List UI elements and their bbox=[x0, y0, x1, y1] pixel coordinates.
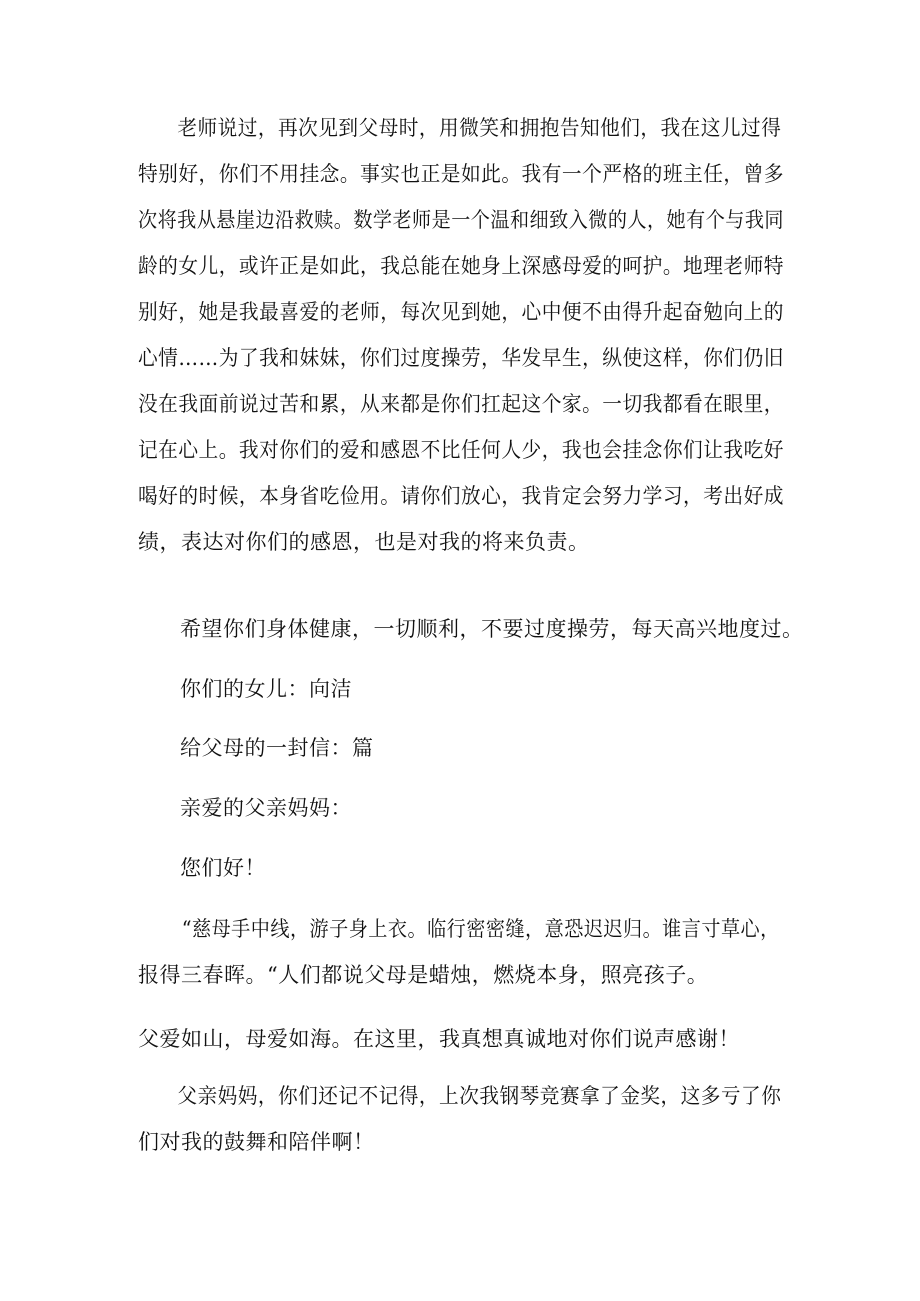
text-line: 心情……为了我和妹妹，你们过度操劳，华发早生，纵使这样，你们仍旧 bbox=[138, 346, 784, 370]
letter-heading: 给父母的一封信：篇 bbox=[180, 736, 374, 760]
text-line: 特别好，你们不用挂念。事实也正是如此。我有一个严格的班主任，曾多 bbox=[138, 162, 784, 186]
text-line: 次将我从悬崖边沿救赎。数学老师是一个温和细致入微的人，她有个与我同 bbox=[138, 208, 784, 232]
text-line: 报得三春晖。“人们都说父母是蜡烛，燃烧本身，照亮孩子。 bbox=[138, 963, 709, 987]
greeting: 您们好！ bbox=[180, 856, 266, 880]
signature-line: 你们的女儿：向洁 bbox=[180, 677, 352, 701]
text-line: 父亲妈妈，你们还记不记得，上次我钢琴竞赛拿了金奖，这多亏了你 bbox=[177, 1084, 782, 1108]
text-line: 龄的女儿，或许正是如此，我总能在她身上深感母爱的呵护。地理老师特 bbox=[138, 254, 784, 278]
text-line: 别好，她是我最喜爱的老师，每次见到她，心中便不由得升起奋勉向上的 bbox=[138, 300, 784, 324]
text-line: 喝好的时候，本身省吃俭用。请你们放心，我肯定会努力学习，考出好成 bbox=[138, 484, 784, 508]
text-line: 记在心上。我对你们的爱和感恩不比任何人少，我也会挂念你们让我吃好 bbox=[138, 438, 784, 462]
text-line: “慈母手中线，游子身上衣。临行密密缝，意恐迟迟归。谁言寸草心， bbox=[181, 917, 780, 941]
text-line: 绩，表达对你们的感恩，也是对我的将来负责。 bbox=[138, 530, 590, 554]
paragraph-gratitude: 父爱如山，母爱如海。在这里，我真想真诚地对你们说声感谢！ bbox=[138, 1027, 740, 1051]
text-line: 老师说过，再次见到父母时，用微笑和拥抱告知他们，我在这儿过得 bbox=[177, 116, 782, 140]
text-line: 没在我面前说过苦和累，从来都是你们扛起这个家。一切我都看在眼里， bbox=[138, 392, 784, 416]
salutation: 亲爱的父亲妈妈： bbox=[180, 796, 352, 820]
paragraph-poem-quote bbox=[138, 906, 784, 998]
paragraph-teachers-and-parents bbox=[138, 105, 784, 565]
paragraph-wishes: 希望你们身体健康，一切顺利，不要过度操劳，每天高兴地度过。 bbox=[180, 617, 804, 641]
paragraph-piano-award bbox=[138, 1073, 784, 1165]
text-line: 们对我的鼓舞和陪伴啊！ bbox=[138, 1130, 375, 1154]
